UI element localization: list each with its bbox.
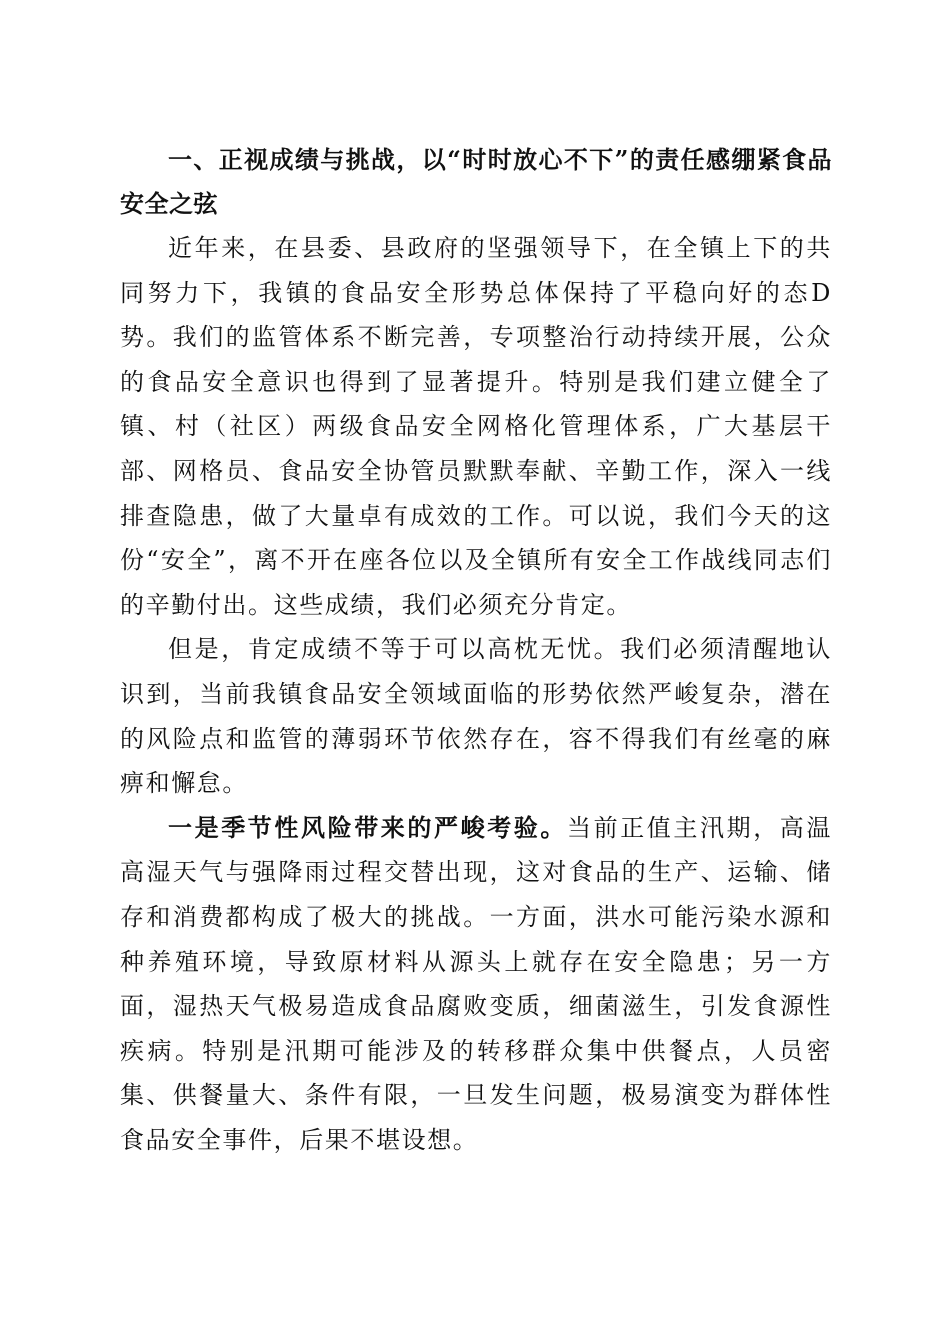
document-body: [120, 138, 832, 1162]
paragraph-lead-sentence: 一是季节性风险带来的严峻考验。: [168, 812, 567, 842]
paragraph-body-text: 当前正值主汛期，高温高湿天气与强降雨过程交替出现，这对食品的生产、运输、储存和消费都构成了极大的挑战。一方面，洪水可能污染水源和种养殖环境，导致原材料从源头上就存在安全隐患；另一方面，湿热天气极易造成食品腐败变质，细菌滋生，引发食源性疾病。特别是汛期可能涉及的转移群众集中供餐点，人员密集、供餐量大、条件有限，一旦发生问题，极易演变为群体性食品安全事件，后果不堪设想。: [120, 813, 832, 1154]
paragraph-achievements: 近年来，在县委、县政府的坚强领导下，在全镇上下的共同努力下，我镇的食品安全形势总体保持了平稳向好的态D势。我们的监管体系不断完善，专项整治行动持续开展，公众的食品安全意识也得到了显著提升。特别是我们建立健全了镇、村（社区）两级食品安全网格化管理体系，广大基层干部、网格员、食品安全协管员默默奉献、辛勤工作，深入一线排查隐患，做了大量卓有成效的工作。可以说，我们今天的这份“安全”，离不开在座各位以及全镇所有安全工作战线同志们的辛勤付出。这些成绩，我们必须充分肯定。: [120, 234, 832, 619]
paragraph-challenges: 但是，肯定成绩不等于可以高枕无忧。我们必须清醒地认识到，当前我镇食品安全领域面临的形势依然严峻复杂，潜在的风险点和监管的薄弱环节依然存在，容不得我们有丝毫的麻痹和懈怠。: [120, 635, 832, 798]
section-heading: 一、正视成绩与挑战，以“时时放心不下”的责任感绷紧食品安全之弦: [120, 145, 832, 218]
paragraph-seasonal-risk: [120, 806, 832, 1163]
